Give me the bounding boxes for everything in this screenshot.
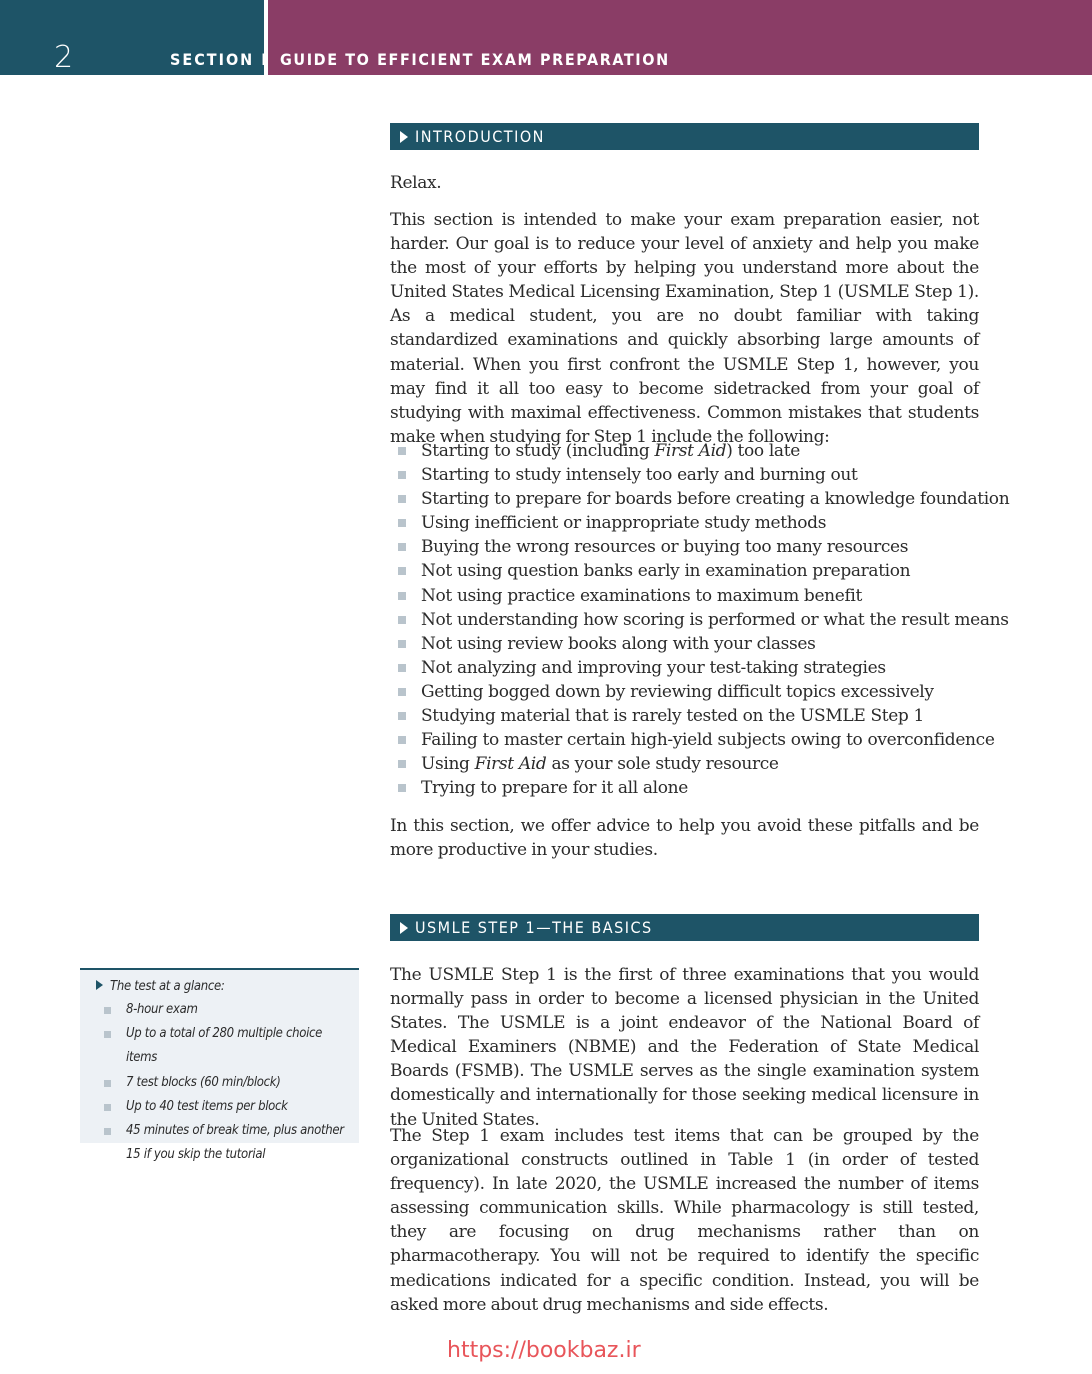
intro-closing: In this section, we offer advice to help you avoid these pitfalls and be more productive in your studies. [390,816,979,861]
list-item: 8-hour exam [104,998,354,1022]
list-item: Up to 40 test items per block [104,1095,354,1119]
list-item: Starting to study intensely too early and burning out [398,463,988,487]
mistakes-list [398,439,1010,800]
list-item: Using First Aid as your sole study resource [398,752,988,776]
list-item: Using inefficient or inappropriate study methods [398,511,988,535]
list-item: Not analyzing and improving your test-taking strategies [398,656,988,680]
list-item: Not using practice examinations to maximum benefit [398,584,988,608]
triangle-right-icon [400,922,408,934]
chapter-title: GUIDE TO EFFICIENT EXAM PREPARATION [280,50,670,69]
introduction-heading [390,123,979,150]
list-item: Failing to master certain high-yield subjects owing to overconfidence [398,728,988,752]
sidebar-title: The test at a glance: [96,975,225,999]
basics-heading [390,914,979,941]
list-item: Starting to prepare for boards before creating a knowledge foundation [398,487,988,511]
intro-opening: Relax. [390,173,442,193]
list-item: Not using review books along with your classes [398,632,988,656]
intro-paragraph: This section is intended to make your exam preparation easier, not harder. Our goal is to reduce your level of anxiety and help you make the most of your efforts by helping you understand more about the United States Medical Licensing Examination, Step 1 (USMLE Step 1). As a medical student, you are no doubt familiar with taking standardized examinations and quickly absorbing large amounts of material. When you first confront the USMLE Step 1, however, you may find it all too easy to become sidetracked from your goal of studying with maximal effectiveness. Common mistakes that students make when studying for Step 1 include the following: [390,210,979,447]
test-at-a-glance-sidebar [80,968,359,1163]
list-item: Buying the wrong resources or buying too many resources [398,535,988,559]
list-item: Studying material that is rarely tested on the USMLE Step 1 [398,704,988,728]
basics-paragraph-2: The Step 1 exam includes test items that can be grouped by the organizational constructs outlined in Table 1 (in order of tested frequency). In late 2020, the USMLE increased the number of items assessing communication skills. While pharmacology is still tested, they are focusing on drug mechanisms rather than on pharmacotherapy. You will not be required to identify the specific medications indicated for a specific condition. Instead, you will be asked more about drug mechanisms and side effects. [390,1126,979,1315]
basics-heading-text: USMLE STEP 1—THE BASICS [415,918,653,937]
basics-paragraph-1: The USMLE Step 1 is the first of three examinations that you would normally pass in order to become a licensed physician in the United States. The USMLE is a joint endeavor of the National Board of Medical Examiners (NBME) and the Federation of State Medical Boards (FSMB). The USMLE serves as the single examination system domestically and internationally for those seeking medical licensure in the United States. [390,965,979,1130]
list-item: Not understanding how scoring is performed or what the result means [398,608,988,632]
list-item: Starting to study (including First Aid) too late [398,439,988,463]
list-item: 45 minutes of break time, plus another 15 if you skip the tutorial [104,1119,354,1167]
list-item: Up to a total of 280 multiple choice items [104,1022,354,1070]
list-item: 7 test blocks (60 min/block) [104,1071,354,1095]
page-number: 2 [54,40,74,75]
section-label: SECTION I [170,50,269,69]
watermark-url: https://bookbaz.ir [447,1338,641,1363]
list-item: Trying to prepare for it all alone [398,776,988,800]
sidebar-list [104,998,354,1167]
triangle-right-icon [400,131,408,143]
list-item: Not using question banks early in examination preparation [398,559,988,583]
triangle-right-icon [96,980,103,990]
introduction-heading-text: INTRODUCTION [415,127,545,146]
list-item: Getting bogged down by reviewing difficult topics excessively [398,680,988,704]
